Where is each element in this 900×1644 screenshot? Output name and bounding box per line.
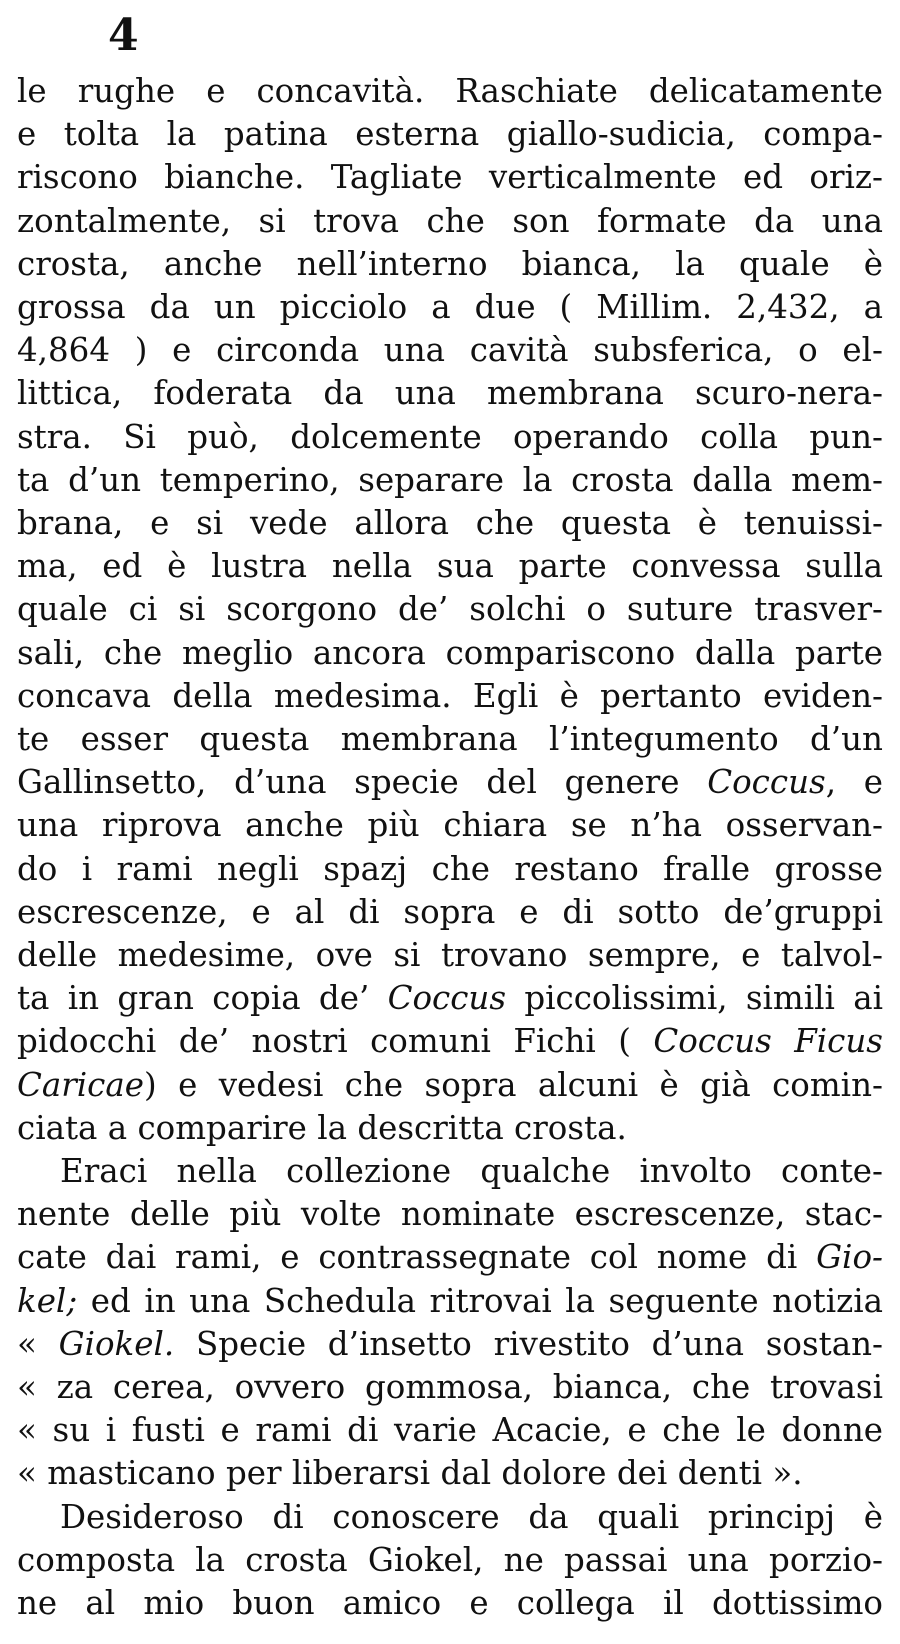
text-segment: escrescenze, e al di sopra e di sotto de’gruppi bbox=[17, 892, 883, 931]
text-line bbox=[17, 1452, 883, 1495]
text-segment: stra. Si può, dolcemente operando colla pun- bbox=[17, 417, 883, 456]
text-segment: ne al mio buon amico e collega il dottissimo bbox=[17, 1584, 883, 1622]
text-line bbox=[17, 113, 883, 156]
text-segment: ma, ed è lustra nella sua parte convessa sulla bbox=[17, 547, 883, 586]
text-line bbox=[17, 1280, 883, 1323]
text-line bbox=[17, 1064, 883, 1107]
text-segment: ciata a comparire la descritta crosta. bbox=[17, 1108, 627, 1147]
text-line bbox=[17, 632, 883, 675]
text-line bbox=[17, 1020, 883, 1063]
text-segment: zontalmente, si trova che son formate da una bbox=[17, 201, 883, 240]
text-segment: crosta, anche nell’interno bianca, la quale è bbox=[17, 244, 883, 283]
text-line bbox=[17, 1539, 883, 1582]
text-segment: Specie d’insetto rivestito d’una sostan- bbox=[174, 1324, 883, 1363]
text-line bbox=[17, 804, 883, 847]
text-line bbox=[60, 1496, 883, 1539]
text-line bbox=[17, 761, 883, 804]
text-segment: te esser questa membrana l’integumento d’un bbox=[17, 720, 883, 758]
text-line bbox=[17, 718, 883, 761]
italic-text: kel; bbox=[17, 1281, 78, 1320]
text-segment: brana, e si vede allora che questa è tenuissi- bbox=[17, 504, 883, 542]
text-segment: , e bbox=[825, 763, 883, 802]
text-segment: do i rami negli spazj che restano fralle grosse bbox=[17, 849, 883, 888]
text-line bbox=[17, 1409, 883, 1452]
text-line bbox=[17, 1366, 883, 1409]
page-number: 4 bbox=[108, 10, 139, 61]
text-segment: composta la crosta Giokel, ne passai una porzio- bbox=[17, 1540, 883, 1579]
text-segment: littica, foderata da una membrana scuro-nera- bbox=[17, 374, 883, 413]
italic-text: Giokel. bbox=[58, 1324, 175, 1363]
italic-text: Coccus Ficus bbox=[653, 1022, 883, 1061]
text-segment: ed in una Schedula ritrovai la seguente notizia bbox=[77, 1281, 883, 1320]
text-line bbox=[17, 891, 883, 934]
text-segment: le rughe e concavità. Raschiate delicatamente bbox=[17, 72, 883, 110]
text-segment: Desideroso di conoscere da quali principj è bbox=[60, 1497, 883, 1536]
text-segment: « masticano per liberarsi dal dolore dei denti ». bbox=[17, 1454, 803, 1493]
text-line bbox=[17, 459, 883, 502]
text-segment: quale ci si scorgono de’ solchi o suture trasver- bbox=[17, 590, 883, 629]
text-segment: 4,864 ) e circonda una cavità subsferica, o el- bbox=[17, 331, 883, 370]
text-line bbox=[17, 70, 883, 113]
text-line bbox=[17, 156, 883, 199]
text-line bbox=[17, 200, 883, 243]
text-segment: concava della medesima. Egli è pertanto eviden- bbox=[17, 676, 883, 715]
text-line bbox=[17, 934, 883, 977]
text-line bbox=[17, 1193, 883, 1236]
text-segment: Gallinsetto, d’una specie del genere bbox=[17, 763, 708, 802]
text-segment: delle medesime, ove si trovano sempre, e talvol- bbox=[17, 936, 883, 974]
text-segment: pidocchi de’ nostri comuni Fichi ( bbox=[17, 1022, 654, 1061]
text-segment: ) e vedesi che sopra alcuni è già comin- bbox=[144, 1065, 883, 1104]
text-segment: « su i fusti e rami di varie Acacie, e che le donne bbox=[17, 1411, 883, 1450]
text-line bbox=[17, 675, 883, 718]
text-line bbox=[17, 416, 883, 459]
text-segment: piccolissimi, simili ai bbox=[506, 979, 883, 1018]
text-segment: « za cerea, ovvero gommosa, bianca, che trovasi bbox=[17, 1368, 883, 1406]
text-segment: ta in gran copia de’ bbox=[17, 979, 388, 1018]
text-line bbox=[17, 502, 883, 545]
text-segment: cate dai rami, e contrassegnate col nome di bbox=[17, 1238, 817, 1277]
text-line bbox=[17, 545, 883, 588]
text-segment: nente delle più volte nominate escrescenze, stac- bbox=[17, 1195, 883, 1234]
text-segment: Eraci nella collezione qualche involto conte- bbox=[60, 1152, 883, 1190]
text-segment: sali, che meglio ancora compariscono dalla parte bbox=[17, 633, 883, 672]
text-line bbox=[17, 1107, 883, 1150]
text-line bbox=[17, 286, 883, 329]
text-line bbox=[17, 243, 883, 286]
text-line bbox=[17, 848, 883, 891]
text-line bbox=[60, 1150, 883, 1193]
text-segment: « bbox=[17, 1324, 59, 1363]
italic-text: Caricae bbox=[17, 1065, 144, 1104]
text-line bbox=[17, 588, 883, 631]
italic-text: Gio- bbox=[816, 1238, 883, 1277]
text-segment: una riprova anche più chiara se n’ha osservan- bbox=[17, 806, 883, 845]
text-segment: e tolta la patina esterna giallo-sudicia, compa- bbox=[17, 115, 883, 154]
text-segment: grossa da un picciolo a due ( Millim. 2,432, a bbox=[17, 288, 883, 326]
text-line bbox=[17, 1236, 883, 1279]
italic-text: Coccus bbox=[707, 763, 826, 802]
text-line bbox=[17, 329, 883, 372]
text-line bbox=[17, 1323, 883, 1366]
text-segment: riscono bianche. Tagliate verticalmente ed oriz- bbox=[17, 158, 883, 197]
text-line bbox=[17, 372, 883, 415]
text-line bbox=[17, 977, 883, 1020]
text-line bbox=[17, 1582, 883, 1625]
text-segment: ta d’un temperino, separare la crosta dalla mem- bbox=[17, 460, 883, 499]
italic-text: Coccus bbox=[387, 979, 507, 1018]
